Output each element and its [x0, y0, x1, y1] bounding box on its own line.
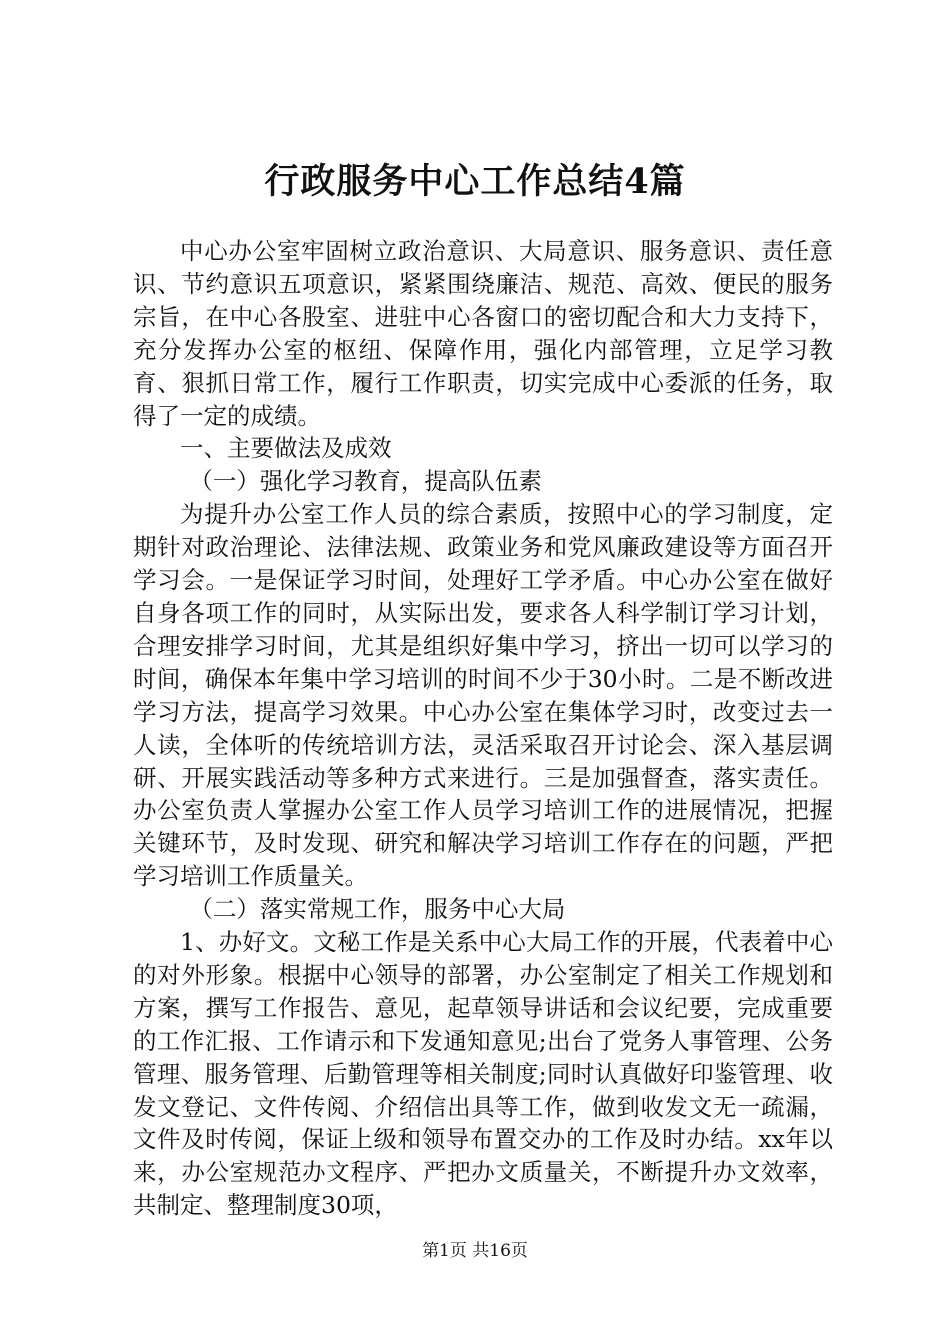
- document-body: [133, 235, 833, 1222]
- section-heading: 一、主要做法及成效: [180, 434, 392, 463]
- subsection-heading: （二）落实常规工作，服务中心大局: [189, 895, 566, 924]
- document-title: 行政服务中心工作总结4篇: [264, 161, 686, 202]
- paragraph-study: 为提升办公室工作人员的综合素质，按照中心的学习制度，定期针对政治理论、法律法规、政策业务和党风廉政建设等方面召开学习会。一是保证学习时间，处理好工学矛盾。中心办公室在做好自身各项工作的同时，从实际出发，要求各人科学制订学习计划，合理安排学习时间，尤其是组织好集中学习，挤出一切可以学习的时间，确保本年集中学习培训的时间不少于30小时。二是不断改进学习方法，提高学习效果。中心办公室在集体学习时，改变过去一人读，全体听的传统培训方法，灵活采取召开讨论会、深入基层调研、开展实践活动等多种方式来进行。三是加强督查，落实责任。办公室负责人掌握办公室工作人员学习培训工作的进展情况，把握关键环节，及时发现、研究和解决学习培训工作存在的问题，严把学习培训工作质量关。: [133, 500, 833, 891]
- paragraph-intro: 中心办公室牢固树立政治意识、大局意识、服务意识、责任意识、节约意识五项意识，紧紧围绕廉洁、规范、高效、便民的服务宗旨，在中心各股室、进驻中心各窗口的密切配合和大力支持下，充分发挥办公室的枢纽、保障作用，强化内部管理，立足学习教育、狠抓日常工作，履行工作职责，切实完成中心委派的任务，取得了一定的成绩。: [133, 237, 833, 430]
- subsection-heading: （一）强化学习教育，提高队伍素: [189, 467, 542, 496]
- paragraph-documents: 1、办好文。文秘工作是关系中心大局工作的开展，代表着中心的对外形象。根据中心领导的部署，办公室制定了相关工作规划和方案，撰写工作报告、意见，起草领导讲话和会议纪要，完成重要的工作汇报、工作请示和下发通知意见;出台了党务人事管理、公务管理、服务管理、后勤管理等相关制度;同时认真做好印鉴管理、收发文登记、文件传阅、介绍信出具等工作，做到收发文无一疏漏，文件及时传阅，保证上级和领导布置交办的工作及时办结。xx年以来，办公室规范办文程序、严把办文质量关，不断提升办文效率，共制定、整理制度30项，: [133, 928, 833, 1220]
- page-footer: 第1页 共16页: [422, 1241, 528, 1261]
